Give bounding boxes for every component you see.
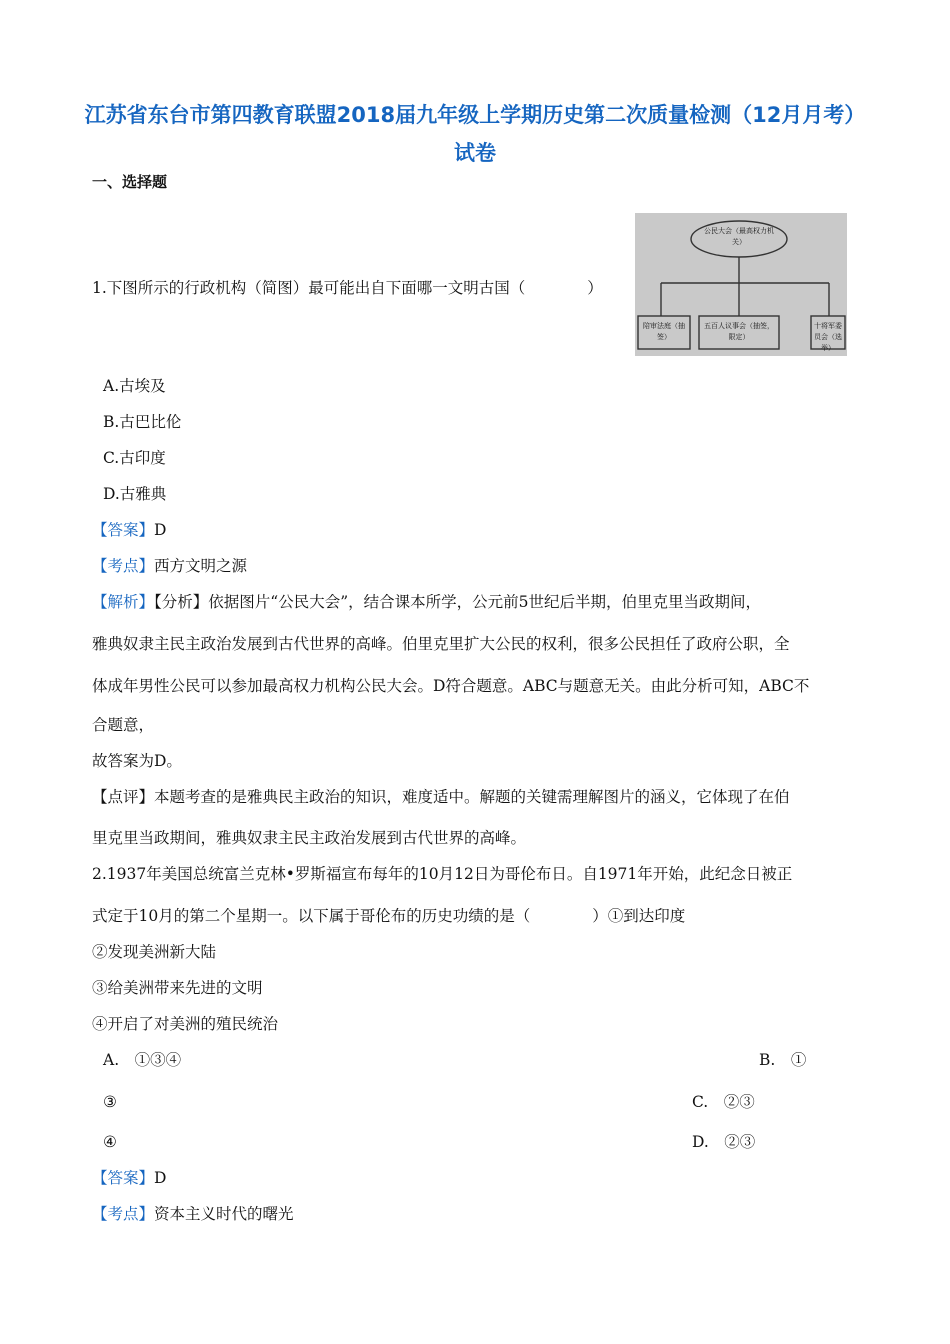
q1-analysis-line-5: 故答案为D。 xyxy=(92,752,182,770)
point-value: 西方文明之源 xyxy=(154,557,248,575)
q1-option-b: B.古巴比伦 xyxy=(103,413,182,431)
q2-item-2: ②发现美洲新大陆 xyxy=(92,943,217,961)
q1-option-d: D.古雅典 xyxy=(103,485,167,503)
diagram-node-court: 陪审法庭（抽签） xyxy=(643,322,685,341)
q1-point xyxy=(92,556,247,576)
q2-point xyxy=(92,1204,294,1224)
q1-analysis-line-2: 雅典奴隶主民主政治发展到古代世界的高峰。伯里克里扩大公民的权利，很多公民担任了政府公职，全 xyxy=(92,635,790,653)
analysis-tag: 【解析】 xyxy=(92,593,155,611)
analysis-text: 【分析】依据图片“公民大会”，结合课本所学，公元前5世纪后半期，伯里克里当政期间， xyxy=(154,593,761,611)
q2-option-b: B. ① xyxy=(759,1051,807,1069)
point-value: 资本主义时代的曙光 xyxy=(154,1205,294,1223)
q1-stem: 1.下图所示的行政机构（简图）最可能出自下面哪一文明古国（ ） xyxy=(92,279,603,297)
answer-value: D xyxy=(154,1169,167,1187)
q1-analysis-line-3: 体成年男性公民可以参加最高权力机构公民大会。D符合题意。ABC与题意无关。由此分析可知，ABC不 xyxy=(92,677,810,695)
q2-option-d: D. ②③ xyxy=(692,1133,756,1151)
answer-tag: 【答案】 xyxy=(92,1169,155,1187)
q1-option-a: A.古埃及 xyxy=(103,377,166,395)
q2-option-a: A. ①③④ xyxy=(103,1051,182,1069)
q1-analysis-line-4: 合题意， xyxy=(92,716,155,734)
q1-diagram xyxy=(635,213,847,356)
diagram-node-council: 五百人议事会（抽签，限定） xyxy=(704,322,774,341)
q2-option-c: C. ②③ xyxy=(692,1093,755,1111)
diagram-node-generals: 十将军委员会（选举） xyxy=(814,322,842,352)
point-tag: 【考点】 xyxy=(92,557,155,575)
answer-tag: 【答案】 xyxy=(92,521,155,539)
answer-value: D xyxy=(154,521,167,539)
q2-item-4: ④开启了对美洲的殖民统治 xyxy=(92,1015,279,1033)
q2-option-c-cont: ④ xyxy=(103,1133,117,1151)
q2-stem-line-2: 式定于10月的第二个星期一。以下属于哥伦布的历史功绩的是（ ）①到达印度 xyxy=(92,907,686,925)
q2-option-b-cont: ③ xyxy=(103,1093,117,1111)
q1-option-c: C.古印度 xyxy=(103,449,166,467)
point-tag: 【考点】 xyxy=(92,1205,155,1223)
document-title: 江苏省东台市第四教育联盟2018届九年级上学期历史第二次质量检测（12月月考）试卷 xyxy=(84,103,866,165)
q1-comment-line-1: 【点评】本题考查的是雅典民主政治的知识，难度适中。解题的关键需理解图片的涵义，它体现了在伯 xyxy=(92,788,790,806)
q2-stem-line-1: 2.1937年美国总统富兰克林•罗斯福宣布每年的10月12日为哥伦布日。自1971年开始，此纪念日被正 xyxy=(92,865,793,883)
q2-item-3: ③给美洲带来先进的文明 xyxy=(92,979,263,997)
q1-comment-line-2: 里克里当政期间，雅典奴隶主民主政治发展到古代世界的高峰。 xyxy=(92,829,527,847)
q1-analysis-line-1 xyxy=(92,592,761,612)
section-heading: 一、选择题 xyxy=(92,173,168,191)
q1-answer xyxy=(92,520,166,540)
diagram-node-assembly: 公民大会（最高权力机关） xyxy=(704,227,774,246)
q2-answer xyxy=(92,1168,166,1188)
